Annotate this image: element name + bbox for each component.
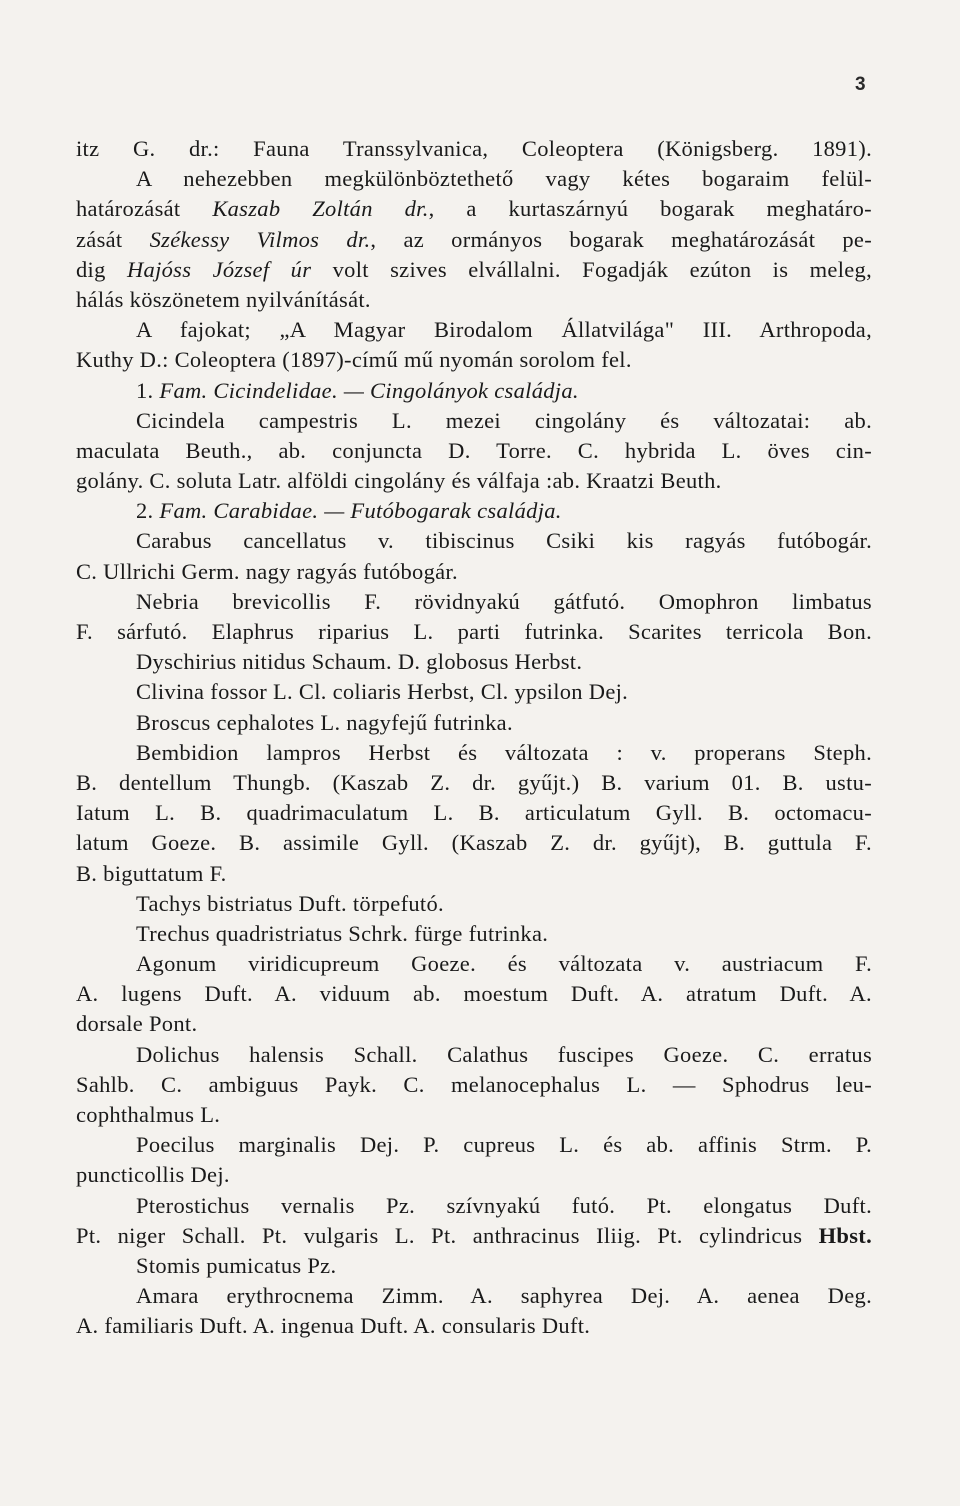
text-line [76,859,872,889]
text-line [76,345,872,375]
text-line [76,557,872,587]
page-number: 3 [855,74,866,95]
text-segment: volt szives elvállalni. Fogadják ezúton is meleg, [311,256,872,282]
text-segment: itz G. dr.: Fauna Transsylvanica, Coleoptera (Königsberg. 1891). [76,136,872,161]
text-line [76,285,872,315]
body-text [76,134,872,1342]
text-line [76,587,872,617]
text-line [76,647,872,677]
text-segment: golány. C. soluta Latr. alföldi cingolány és válfaja :ab. Kraatzi Beuth. [76,468,722,494]
text-segment: Bembidion lampros Herbst és változata : v. properans Steph. [136,739,872,765]
text-segment: A. lugens Duft. A. viduum ab. moestum Duft. A. atratum Duft. A. [76,981,872,1007]
text-line [76,1191,872,1221]
text-segment: F. sárfutó. Elaphrus riparius L. parti futrinka. Scarites terricola Bon. [76,619,872,644]
text-line [76,255,872,285]
text-segment: Amara erythrocnema Zimm. A. saphyrea Dej. A. aenea Deg. [136,1283,872,1309]
text-line [76,376,872,406]
text-segment: Cicindela campestris L. mezei cingolány és változatai: ab. [136,407,872,433]
text-segment: 2. [136,498,160,524]
text-line [76,1040,872,1070]
italic-text: Kaszab Zoltán dr. [212,196,429,222]
italic-text: Fam. Cicindelidae. — Cingolányok családja. [159,377,579,403]
text-line [76,1281,872,1311]
text-line [76,1070,872,1100]
text-line [76,1221,872,1251]
text-line [76,738,872,768]
text-line [76,798,872,828]
text-line [76,889,872,919]
text-segment: , az ormányos bogarak meghatározását pe- [370,226,872,252]
text-segment: B. biguttatum F. [76,860,227,886]
text-segment: cophthalmus L. [76,1102,221,1127]
text-line [76,164,872,194]
text-segment: C. Ullrichi Germ. nagy ragyás futóbogár. [76,558,458,584]
text-segment: dorsale Pont. [76,1011,198,1037]
italic-text: Hajóss József úr [126,256,312,282]
text-segment: Pt. niger Schall. Pt. vulgaris L. Pt. anthracinus Iliig. Pt. cylindricus [76,1222,819,1248]
text-segment: Nebria brevicollis F. rövidnyakú gátfutó. Omophron limbatus [136,588,872,614]
text-segment: latum Goeze. B. assimile Gyll. (Kaszab Z. dr. gyűjt), B. guttula F. [76,830,872,856]
text-segment: határozását [76,196,213,222]
text-segment: Pterostichus vernalis Pz. szívnyakú futó. Pt. elongatus Duft. [136,1192,872,1218]
text-segment: A. familiaris Duft. A. ingenua Duft. A. consularis Duft. [76,1313,591,1339]
text-segment: zását [76,226,150,252]
text-segment: Poecilus marginalis Dej. P. cupreus L. és ab. affinis Strm. P. [136,1132,872,1158]
text-line [76,315,872,345]
text-line [76,768,872,798]
text-segment: hálás köszönetem nyilvánítását. [76,286,371,312]
text-segment: A fajokat; „A Magyar Birodalom Állatvilága" III. Arthropoda, [136,317,872,343]
text-line [76,1311,872,1341]
text-line [76,617,872,647]
text-line [76,949,872,979]
text-line [76,708,872,738]
text-segment: Iatum L. B. quadrimaculatum L. B. articulatum Gyll. B. octomacu- [76,800,872,826]
text-line [76,194,872,224]
text-line [76,828,872,858]
text-segment: Tachys bistriatus Duft. törpefutó. [136,890,444,916]
text-line [76,496,872,526]
text-segment: , a kurtaszárnyú bogarak meghatáro- [428,196,872,222]
text-line [76,406,872,436]
text-segment: Stomis pumicatus Pz. [136,1252,337,1278]
text-segment: A nehezebben megkülönböztethető vagy kétes bogaraim felül- [136,166,872,192]
text-segment: Broscus cephalotes L. nagyfejű futrinka. [136,709,513,735]
text-segment: Carabus cancellatus v. tibiscinus Csiki kis ragyás futóbogár. [136,528,872,554]
italic-text: Székessy Vilmos dr. [149,226,371,252]
text-line [76,1160,872,1190]
text-line [76,526,872,556]
text-segment: Dyschirius nitidus Schaum. D. globosus Herbst. [136,649,583,675]
text-line [76,979,872,1009]
text-segment: dig [76,256,127,282]
text-line [76,225,872,255]
text-line [76,1130,872,1160]
text-segment: 1. [136,377,160,403]
text-segment: puncticollis Dej. [76,1162,230,1188]
text-line [76,134,872,164]
text-line [76,919,872,949]
text-segment: B. dentellum Thungb. (Kaszab Z. dr. gyűjt.) B. varium 01. B. ustu- [76,769,872,795]
text-line [76,436,872,466]
text-segment: Trechus quadristriatus Schrk. fürge futrinka. [136,920,549,946]
text-segment: Sahlb. C. ambiguus Payk. C. melanocephalus L. — Sphodrus leu- [76,1071,872,1097]
bold-text: Hbst. [818,1222,872,1248]
text-line [76,466,872,496]
text-segment: Clivina fossor L. Cl. coliaris Herbst, Cl. ypsilon Dej. [136,679,629,705]
italic-text: Fam. Carabidae. — Futóbogarak családja. [159,498,562,524]
text-line [76,1100,872,1130]
text-line [76,1251,872,1281]
text-segment: Kuthy D.: Coleoptera (1897)-című mű nyomán sorolom fel. [76,347,632,373]
text-line [76,1009,872,1039]
text-segment: maculata Beuth., ab. conjuncta D. Torre. C. hybrida L. öves cin- [76,437,872,463]
text-line [76,677,872,707]
text-segment: Dolichus halensis Schall. Calathus fuscipes Goeze. C. erratus [136,1041,872,1067]
text-segment: Agonum viridicupreum Goeze. és változata v. austriacum F. [136,951,872,977]
